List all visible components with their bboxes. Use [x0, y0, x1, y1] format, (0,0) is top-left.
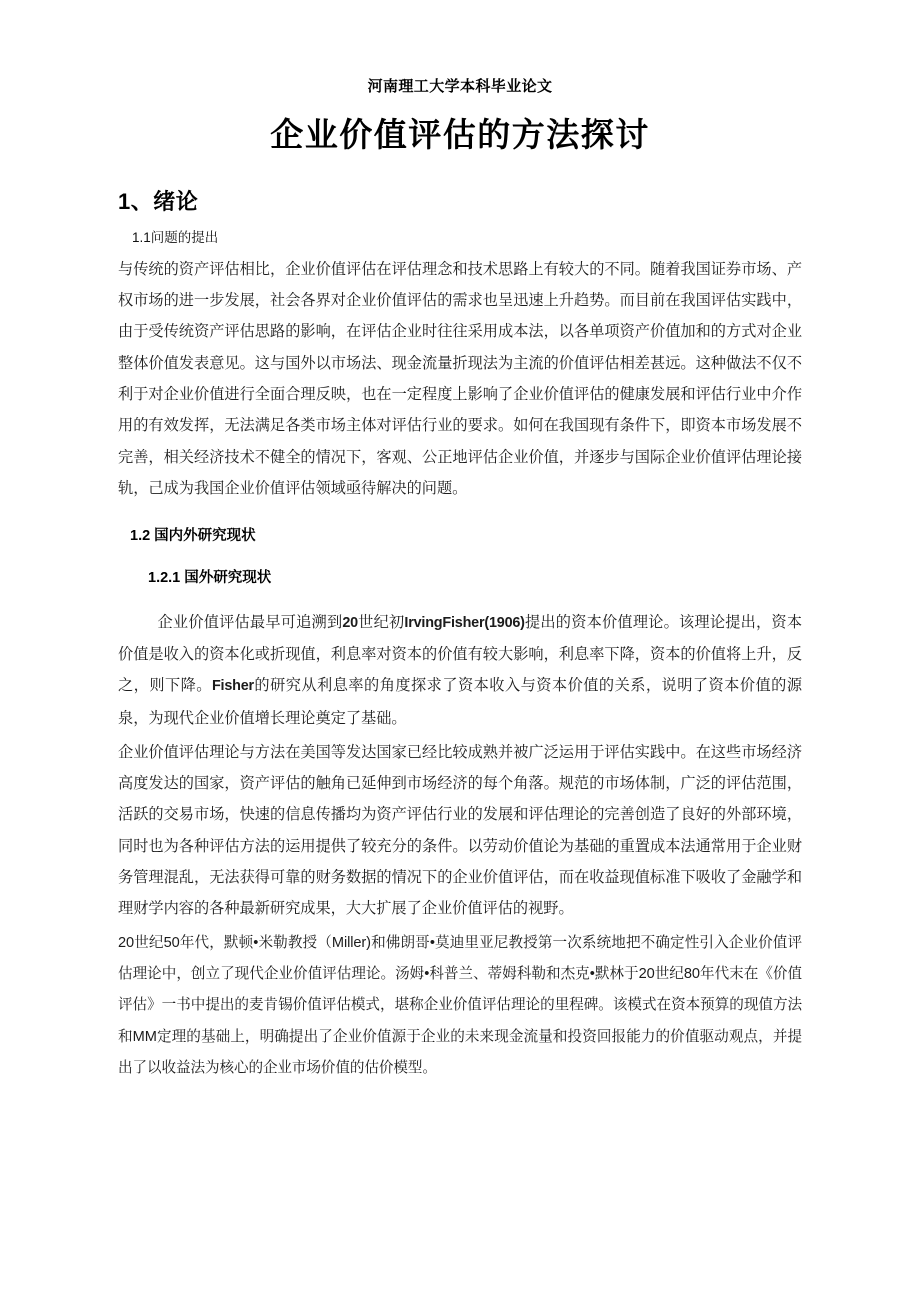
paragraph-fisher-theory	[118, 590, 802, 734]
text-run: 提出的资本价值理论。该理论提出，资本价值是收入的资本化或折现值，利息率对资本的价值有较大影响，利息率下降，资本的价值将上升，反之，则下降。	[118, 613, 803, 695]
heading-section-1-2: 1.2 国内外研究现状	[130, 528, 256, 545]
latin-run-fisher: Fisher	[211, 678, 254, 695]
running-header: 河南理工大学本科毕业论文	[367, 78, 553, 95]
heading-section-1-1: 1.1问题的提出	[132, 229, 219, 245]
latin-run-20: 20	[342, 614, 358, 631]
paragraph-miller-modigliani: 20世纪50年代，默顿•米勒教授（Miller)和佛朗哥•莫迪里亚尼教授第一次系统地把不确定性引入企业价值评估理论中，创立了现代企业价值评估理论。汤姆•科普兰、蒂姆科勒和杰克•默林于20世纪80年代末在《价值评估》一书中提出的麦肯锡价值评估模式，堪称企业价值评估理论的里程碑。该模式在资本预算的现值方法和MM定理的基础上，明确提出了企业价值源于企业的未来现金流量和投资回报能力的价值驱动观点，并提出了以收益法为核心的企业市场价值的估价模型。	[118, 934, 802, 1076]
paragraph-problem-statement: 与传统的资产评估相比，企业价值评估在评估理念和技术思路上有较大的不同。随着我国证券市场、产权市场的进一步发展，社会各界对企业价值评估的需求也呈迅速上升趋势。而目前在我国评估实践中，由于受传统资产评估思路的影响，在评估企业时往往采用成本法，以各单项资产价值加和的方式对企业整体价值发表意见。这与国外以市场法、现金流量折现法为主流的价值评估相差甚远。这种做法不仅不利于对企业价值进行全面合理反映，也在一定程度上影响了企业价值评估的健康发展和评估行业中介作用的有效发挥，无法满足各类市场主体对评估行业的要求。如何在我国现有条件下，即资本市场发展不完善，相关经济技术不健全的情况下，客观、公正地评估企业价值，并逐步与国际企业价值评估理论接轨，己成为我国企业价值评估领域亟待解决的问题。	[118, 260, 802, 497]
heading-section-1: 1、绪论	[118, 189, 199, 215]
page-title: 企业价值评估的方法探讨	[270, 116, 650, 153]
latin-run-irvingfisher: IrvingFisher(1906)	[404, 614, 525, 631]
text-run: 世纪初	[357, 613, 405, 631]
text-run: 企业价值评估最早可追溯到	[157, 613, 343, 631]
page-content-column	[118, 0, 802, 1084]
paragraph-developed-countries: 企业价值评估理论与方法在美国等发达国家已经比较成熟并被广泛运用于评估实践中。在这些市场经济高度发达的国家，资产评估的触角已延伸到市场经济的每个角落。规范的市场体制，广泛的评估范围，活跃的交易市场，快速的信息传播均为资产评估行业的发展和评估理论的完善创造了良好的外部环境，同时也为各种评估方法的运用提供了较充分的条件。以劳动价值论为基础的重置成本法通常用于企业财务管理混乱，无法获得可靠的财务数据的情况下的企业价值评估，而在收益现值标准下吸收了金融学和理财学内容的各种最新研究成果，大大扩展了企业价值评估的视野。	[118, 743, 802, 918]
text-run: 的研究从利息率的角度探求了资本收入与资本价值的关系，说明了资本价值的源泉，为现代企业价值增长理论奠定了基础。	[118, 677, 803, 727]
heading-section-1-2-1: 1.2.1 国外研究现状	[148, 569, 272, 586]
